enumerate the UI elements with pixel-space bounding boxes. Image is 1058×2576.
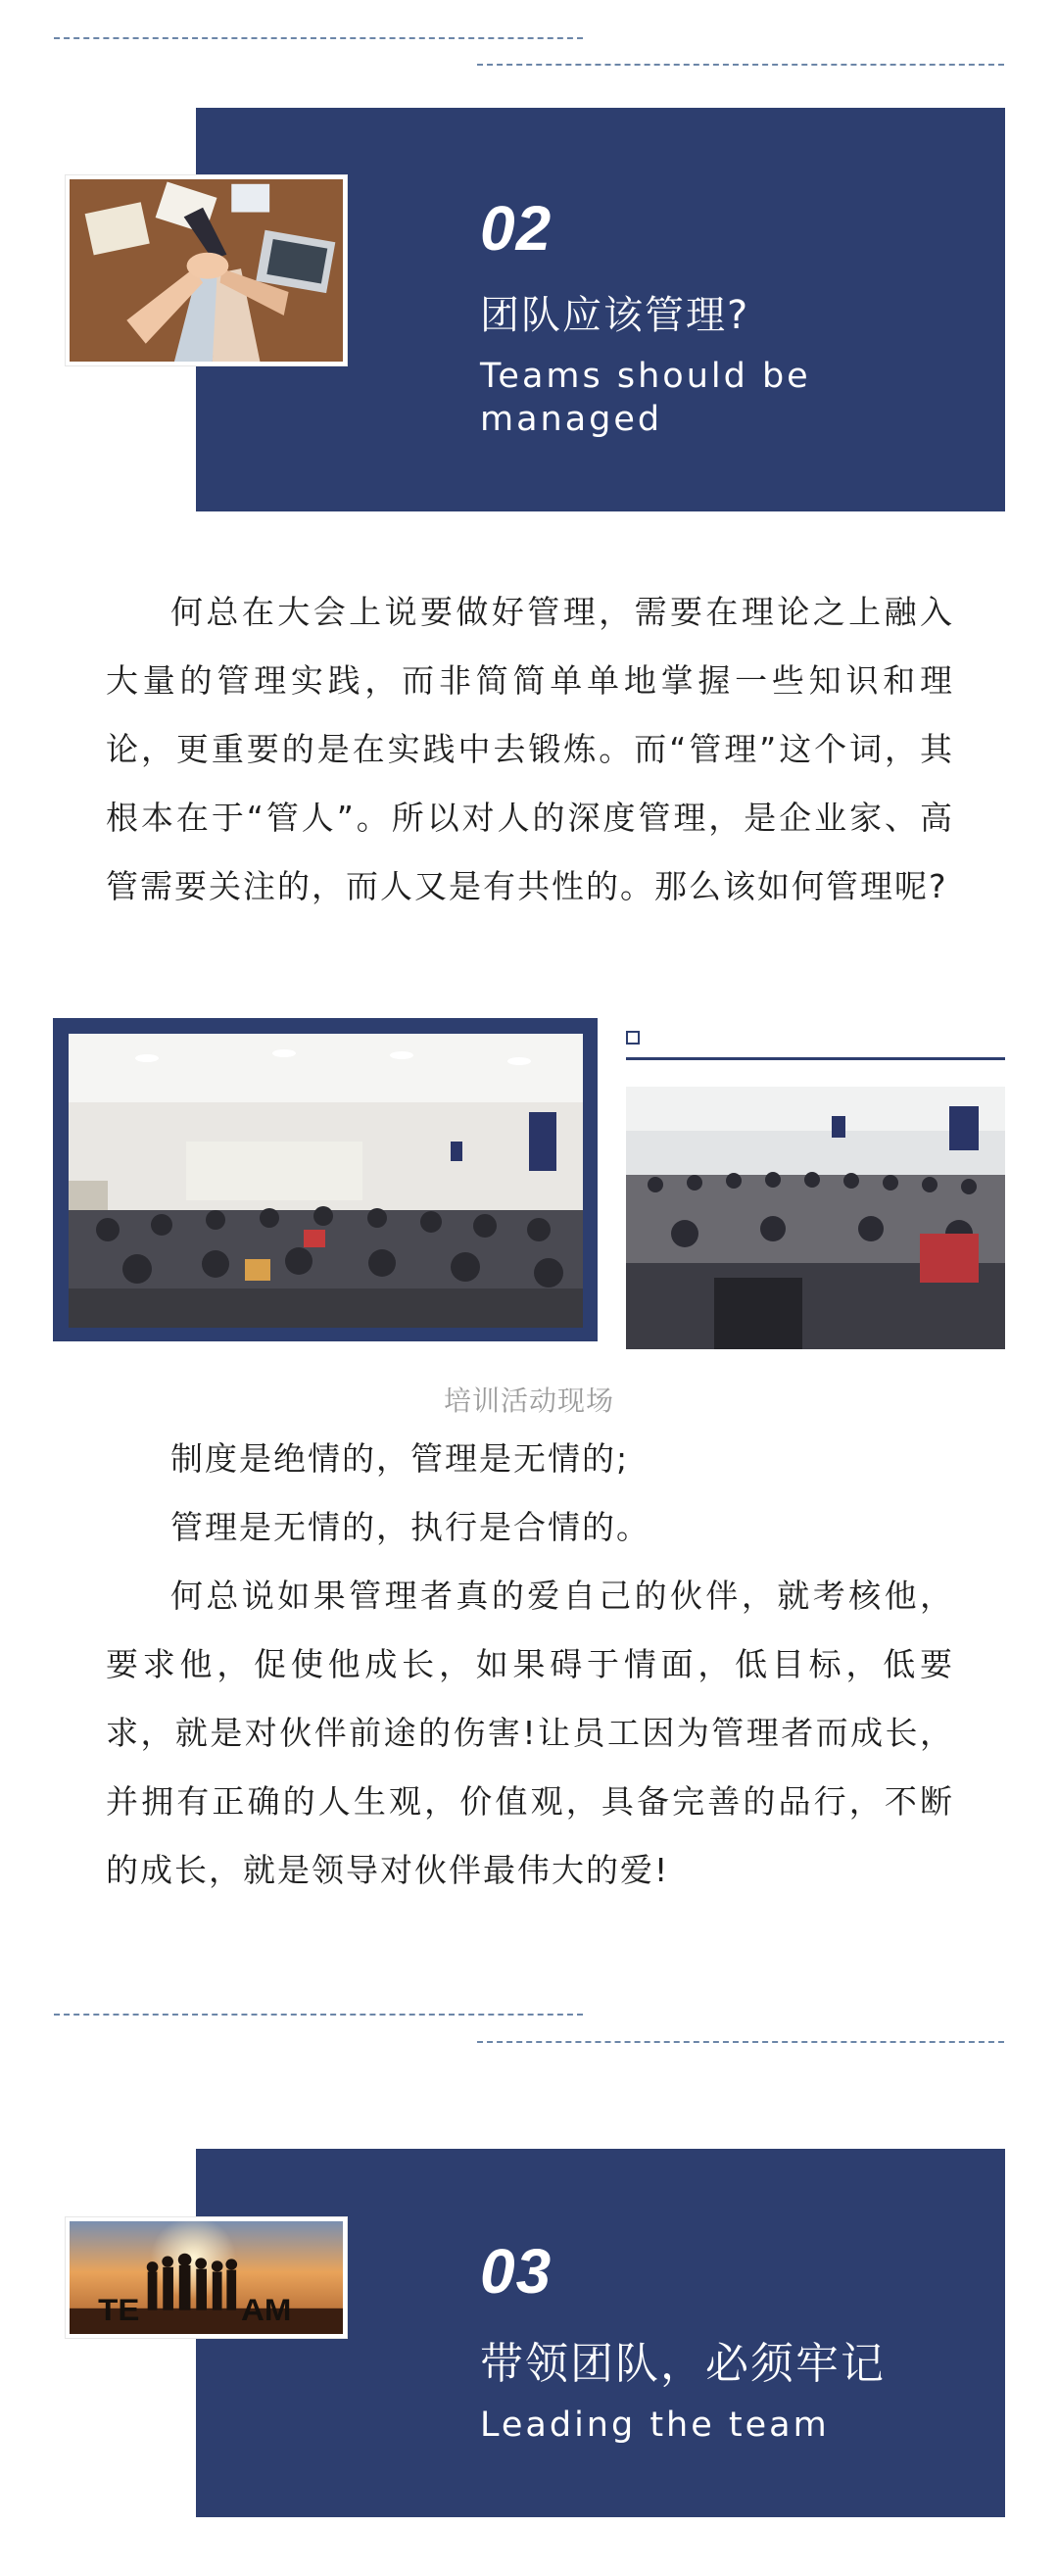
intro-paragraph: 何总在大会上说要做好管理，需要在理论之上融入大量的管理实践，而非简简单单地掌握一些知识和理论，更重要的是在实践中去锻炼。而“管理”这个词，其根本在于“管人”。所以对人的深度管理，是企业家、高管需要关注的，而人又是有共性的。那么该如何管理呢? <box>106 593 954 905</box>
photo-right-accent-square <box>626 1031 640 1045</box>
divider-dashed-top-right <box>477 64 1004 66</box>
photo-left-frame <box>53 1018 598 1341</box>
section-03-number: 03 <box>480 2236 553 2307</box>
thumbnail-text-te: TE <box>98 2292 140 2327</box>
section-02-number: 02 <box>480 193 553 264</box>
closing-paragraph: 何总说如果管理者真的爱自己的伙伴，就考核他，要求他，促使他成长，如果碍于情面，低目标，低要求，就是对伙伴前途的伤害!让员工因为管理者而成长，并拥有正确的人生观，价值观，具备完善的品行，不断的成长，就是领导对伙伴最伟大的爱! <box>106 1577 954 1889</box>
training-audience-image <box>626 1087 1005 1349</box>
divider-dashed-mid-right <box>477 2041 1004 2043</box>
section-02-title-zh: 团队应该管理? <box>480 293 750 338</box>
divider-dashed-mid-left <box>54 2014 583 2016</box>
section-03-title-en: Leading the team <box>480 2406 830 2445</box>
section-02-title-en: Teams should be managed <box>480 357 811 439</box>
section-02-thumbnail <box>66 175 347 365</box>
photo-right-accent-line <box>626 1057 1005 1060</box>
divider-dashed-top-left <box>54 37 583 39</box>
photo-right <box>626 1087 1005 1349</box>
quote-line-1: 制度是绝情的，管理是无情的; <box>170 1439 630 1478</box>
team-silhouette-image <box>70 2221 343 2334</box>
section-03-thumbnail <box>66 2217 347 2338</box>
photo-caption: 培训活动现场 <box>443 1385 614 1417</box>
team-hands-image <box>70 179 343 362</box>
quote-line-2: 管理是无情的，执行是合情的。 <box>170 1508 650 1546</box>
thumbnail-text-am: AM <box>240 2292 292 2327</box>
training-room-image <box>69 1034 583 1328</box>
section-03-title-zh: 带领团队，必须牢记 <box>480 2339 886 2389</box>
